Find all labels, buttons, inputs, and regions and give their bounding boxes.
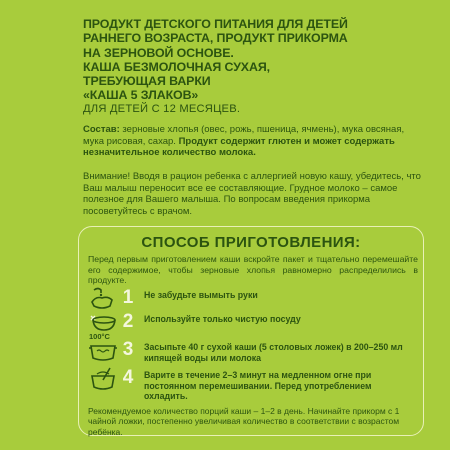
product-title: [83, 17, 413, 103]
preparation-intro: Перед первым приготовлением каши вскройте пакет и тщательно перемешайте его содержимое, чтобы зерновые хлопья равномерно распределились в продукте.: [88, 254, 418, 285]
composition: [83, 124, 423, 159]
title-line-4: КАША БЕЗМОЛОЧНАЯ СУХАЯ,: [83, 59, 270, 74]
title-line-1: ПРОДУКТ ДЕТСКОГО ПИТАНИЯ ДЛЯ ДЕТЕЙ: [83, 17, 348, 31]
step-2-number: 2: [122, 311, 134, 332]
title-line-3: НА ЗЕРНОВОЙ ОСНОВЕ.: [83, 45, 234, 60]
age-label: ДЛЯ ДЕТЕЙ С 12 МЕСЯЦЕВ.: [83, 103, 241, 115]
composition-label: Состав:: [83, 124, 120, 135]
step-4-text: Варите в течение 2–3 минут на медленном огне при постоянном перемешивании. Перед употреблением охладить.: [144, 370, 372, 401]
step-4: [88, 366, 418, 401]
step-1: [88, 286, 418, 312]
step-3: [88, 338, 418, 364]
serving-recommendation: Рекомендуемое количество порций каши – 1–2 в день. Начинайте прикорм с 1 чайной ложки, постепенно увеличивая количество в соответствии с возрастом ребёнка.: [88, 406, 400, 437]
hand-wash-icon: [88, 286, 118, 312]
title-line-6: «КАША 5 ЗЛАКОВ»: [83, 88, 199, 103]
composition-text: зерновые хлопья (овес, рожь, пшеница, ячмень), мука овсяная, мука рисовая, сахар.: [83, 124, 405, 147]
temperature-label: 100°C: [89, 332, 110, 341]
step-1-text: Не забудьте вымыть руки: [144, 290, 258, 300]
step-3-number: 3: [122, 339, 134, 360]
title-line-2: РАННЕГО ВОЗРАСТА, ПРОДУКТ ПРИКОРМА: [83, 31, 348, 46]
preparation-title: СПОСОБ ПРИГОТОВЛЕНИЯ:: [141, 234, 361, 251]
title-line-5: ТРЕБУЮЩАЯ ВАРКИ: [83, 74, 211, 89]
step-3-text: Засыпьте 40 г сухой каши (5 столовых ложек) в 200–250 мл кипящей воды или молока: [144, 342, 403, 363]
step-4-number: 4: [122, 367, 134, 388]
warning-text: Внимание! Вводя в рацион ребенка с аллергией новую кашу, убедитесь, что Ваш малыш переносит все ее составляющие. Грудное молоко – самое полезное для Вашего малыша. По вопросам введения прикорма посоветуйтесь с врачом.: [83, 171, 421, 217]
step-1-number: 1: [122, 287, 134, 308]
spoon-stir-icon: [88, 366, 118, 392]
step-2-text: Используйте только чистую посуду: [144, 314, 301, 324]
composition-allergen: Продукт содержит глютен и может содержать незначительное количество молока.: [83, 135, 395, 159]
pot-icon: [88, 338, 118, 364]
step-2: [88, 310, 418, 336]
